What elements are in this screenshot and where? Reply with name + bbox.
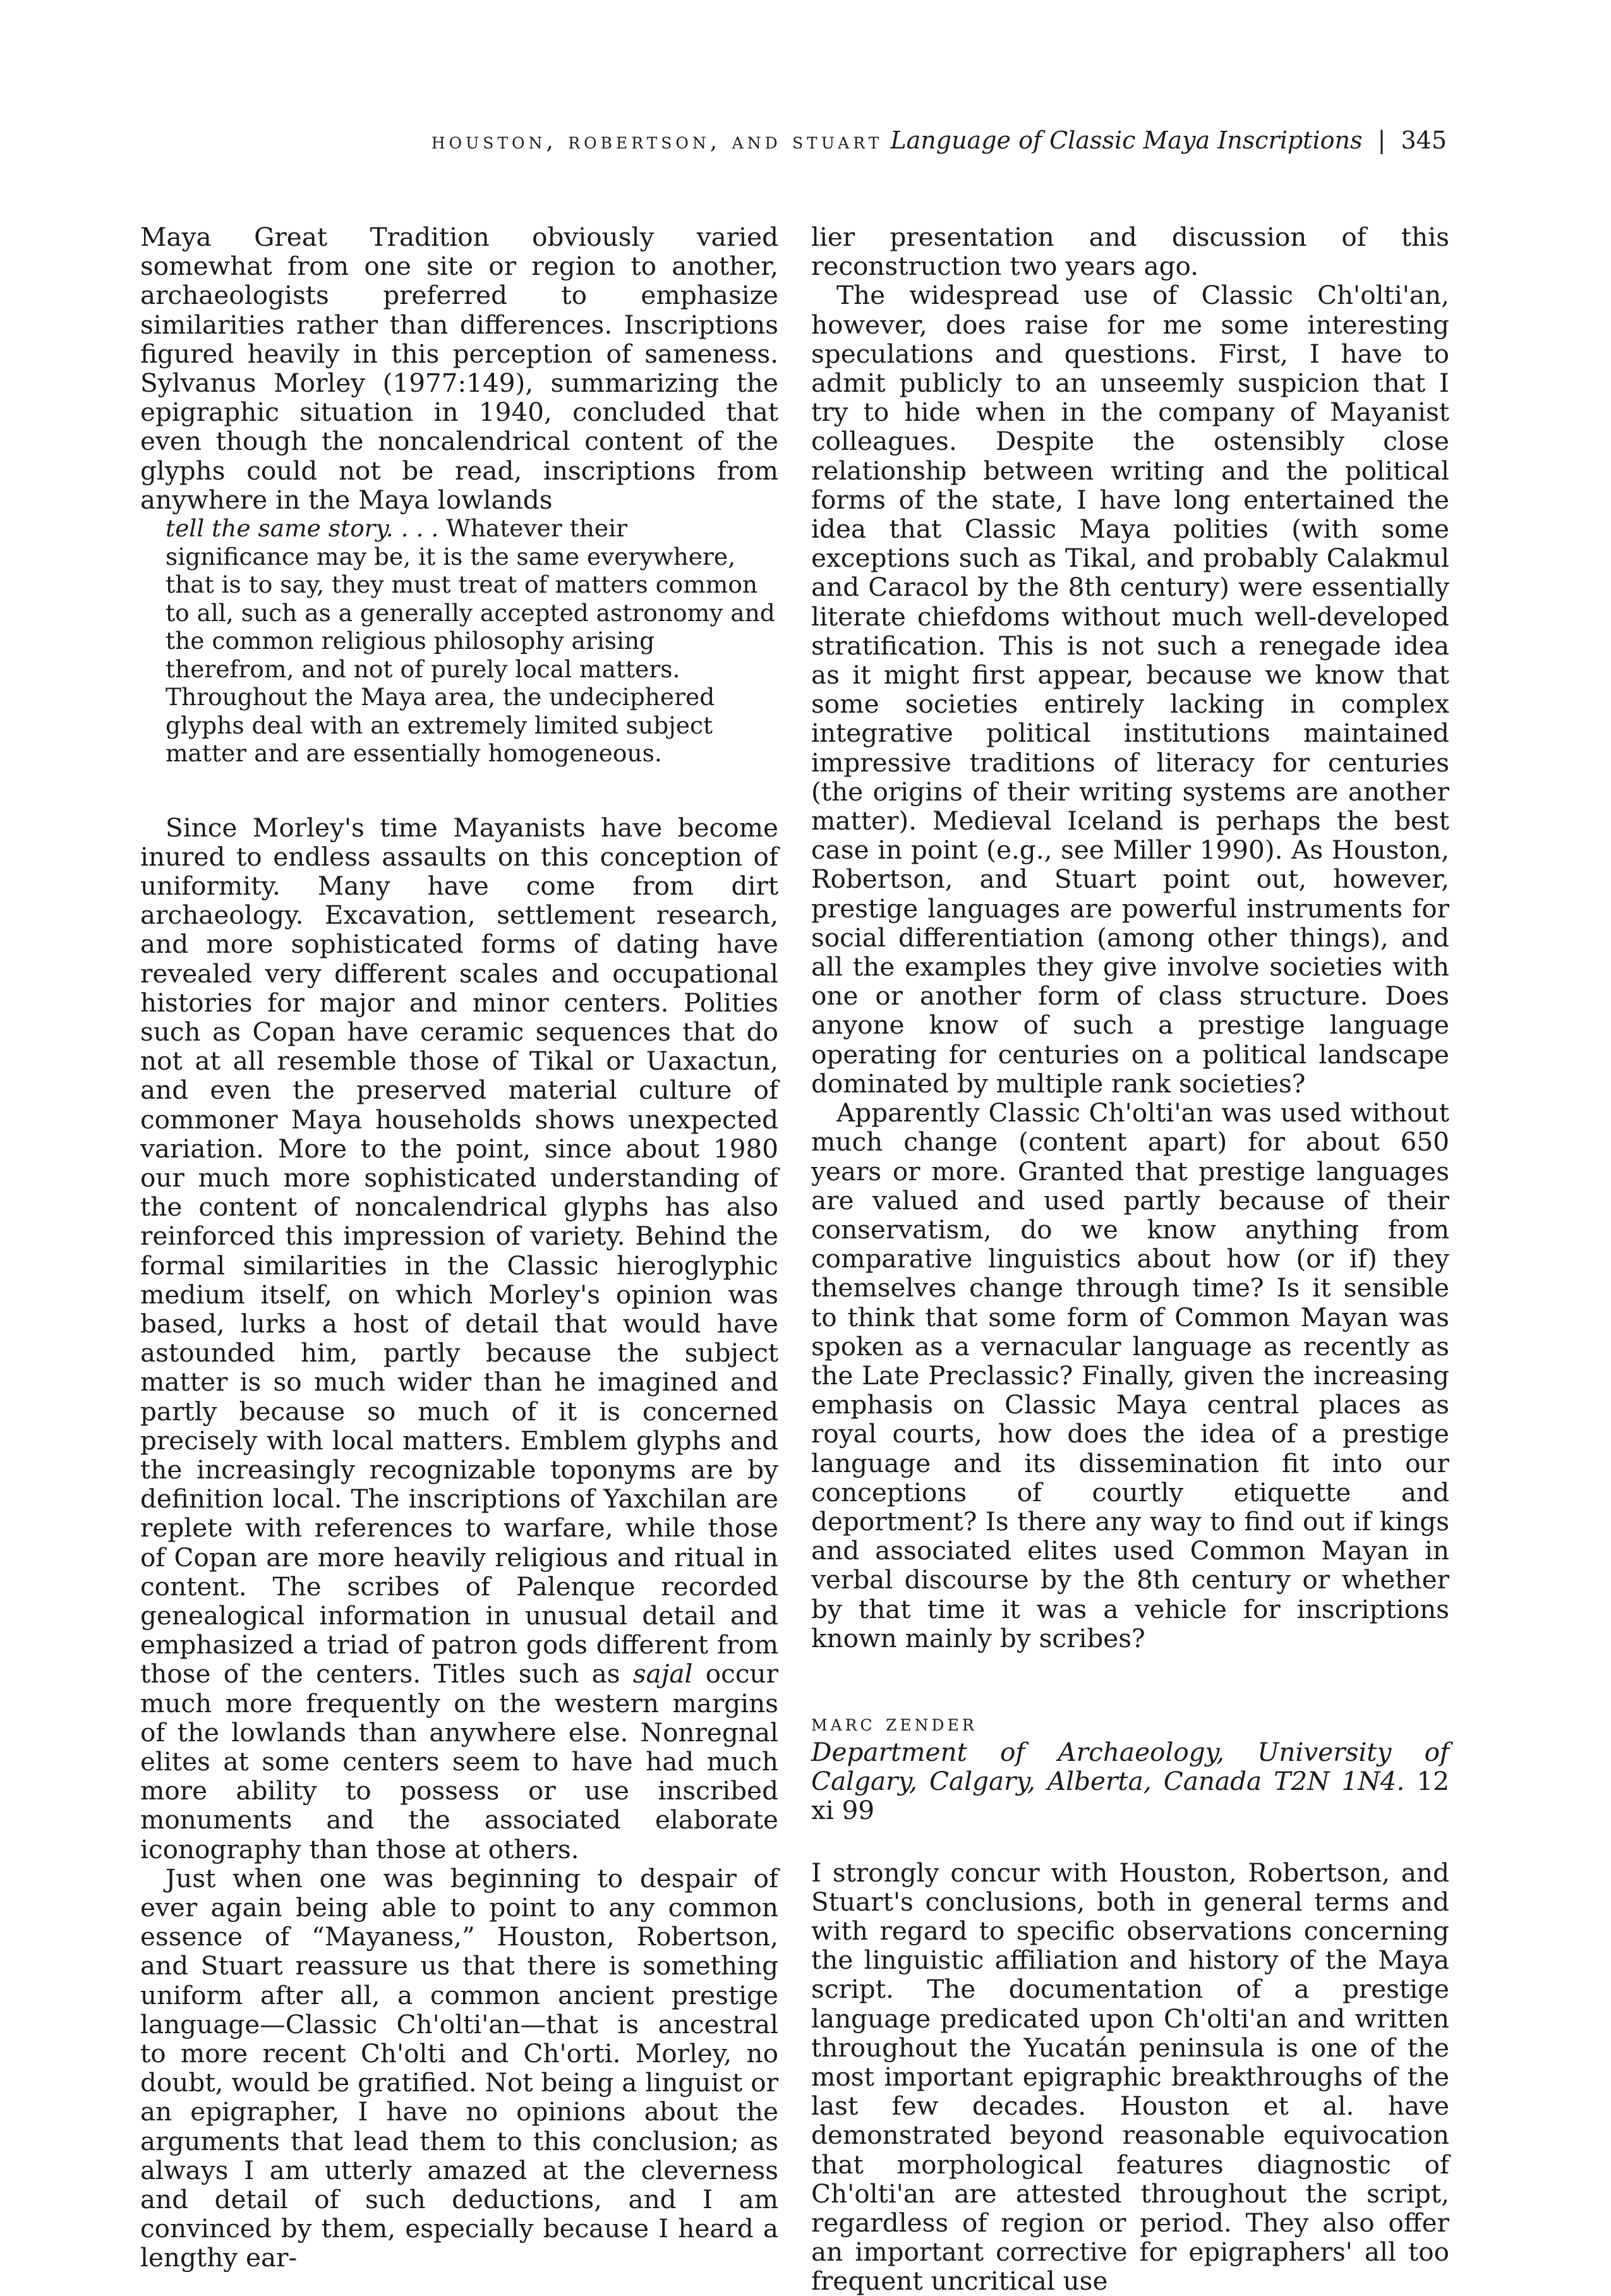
running-header bbox=[431, 126, 1447, 154]
paragraph: I strongly concur with Houston, Robertson, and Stuart's conclusions, both in general terms and with regard to specific observations concerning the linguistic affiliation and history of the Maya script. The documentation of a prestige language predicated upon Ch'olti'an and written throughout the Yucatán peninsula is one of the most important epigraphic breakthroughs of the last few decades. Houston et al. have demonstrated beyond reasonable equivocation that morphological features diagnostic of Ch'olti'an are attested throughout the script, regardless of region or period. They also offer an important corrective for epigraphers' all too frequent uncritical use bbox=[811, 1857, 1449, 2296]
paragraph bbox=[140, 813, 778, 1864]
paragraph: lier presentation and discussion of this reconstruction two years ago. bbox=[811, 222, 1449, 282]
paragraph: Just when one was beginning to despair of ever again being able to point to any common essence of “Mayaness,” Houston, Robertson, and Stuart reassure us that there is something uniform after all, a common ancient prestige language—Classic Ch'olti'an—that is ancestral to more recent Ch'olti and Ch'orti. Morley, no doubt, would be gratified. Not being a linguist or an epigrapher, I have no opinions about the arguments that lead them to this conclusion; as always I am utterly amazed at the cleverness and detail of such deductions, and I am convinced by them, especially because I heard a lengthy ear- bbox=[140, 1863, 778, 2273]
paragraph-text: Since Morley's time Mayanists have become inured to endless assaults on this conception of uniformity. Many have come from dirt archaeology. Excavation, settlement research, and more sophisticated forms of dating have revealed very different scales and occupational histories for major and minor centers. Polities such as Copan have ceramic sequences that do not at all resemble those of Tikal or Uaxactun, and even the preserved material culture of commoner Maya households shows unexpected variation. More to the point, since about 1980 our much more sophisticated understanding of the content of noncalendrical glyphs has also reinforced this impression of variety. Behind the formal similarities in the Classic hieroglyphic medium itself, on which Morley's opinion was based, lurks a host of detail that would have astounded him, partly because the subject matter is so much wider than he imagined and partly because so much of it is concerned precisely with local matters. Emblem glyphs and the increasingly recognizable toponyms are by definition local. The inscriptions of Yaxchilan are replete with references to warfare, while those of Copan are more heavily religious and ritual in content. The scribes of Palenque recorded genealogical information in unusual detail and emphasized a triad of patron gods different from those of the centers. Titles such as bbox=[140, 812, 778, 1689]
header-title: Language of Classic Maya Inscriptions bbox=[890, 126, 1363, 154]
commentator-affiliation: Department of Archaeology, University of Calgary, Calgary, Alberta, Canada T2N 1N4. bbox=[811, 1736, 1449, 1797]
header-separator: | bbox=[1377, 126, 1386, 154]
paragraph: Apparently Classic Ch'olti'an was used without much change (content apart) for about 650 years or more. Granted that prestige languages are valued and used partly because of their conservatism, do we know anything from comparative linguistics about how (or if) they themselves change through time? Is it sensible to think that some form of Common Mayan was spoken as a vernacular language as recently as the Late Preclassic? Finally, given the increasing emphasis on Classic Maya central places as royal courts, how does the idea of a prestige language and its dissemination fit into our conceptions of courtly etiquette and deportment? Is there any way to find out if kings and associated elites used Common Mayan in verbal discourse by the 8th century or whether by that time it was a vehicle for inscriptions known mainly by scribes? bbox=[811, 1097, 1449, 1653]
page-number: 345 bbox=[1401, 126, 1447, 154]
block-quote bbox=[166, 514, 778, 768]
emphasis-term: sajal bbox=[632, 1659, 693, 1689]
commentator-name: marc zender bbox=[811, 1710, 977, 1736]
right-column bbox=[811, 222, 1449, 2296]
paragraph: Maya Great Tradition obviously varied somewhat from one site or region to another, archaeologists preferred to emphasize similarities rather than differences. Inscriptions figured heavily in this perception of sameness. Sylvanus Morley (1977:149), summarizing the epigraphic situation in 1940, concluded that even though the noncalendrical content of the glyphs could not be read, inscriptions from anywhere in the Maya lowlands bbox=[140, 222, 778, 515]
quote-lead: tell the same story. . . . bbox=[166, 514, 439, 543]
commentator-block bbox=[811, 1710, 1449, 1825]
commentator-affiliation-line bbox=[811, 1737, 1449, 1825]
paragraph-text: occur much more frequently on the western margins of the lowlands than anywhere else. Nonregnal elites at some centers seem to have had much more ability to possess or use inscribed monuments and the associated elaborate iconography than those at others. bbox=[140, 1659, 778, 1864]
commentator-date: 12 xi 99 bbox=[811, 1766, 1449, 1826]
paragraph: The widespread use of Classic Ch'olti'an, however, does raise for me some interesting speculations and questions. First, I have to admit publicly to an unseemly suspicion that I try to hide when in the company of Mayanist colleagues. Despite the ostensibly close relationship between writing and the political forms of the state, I have long entertained the idea that Classic Maya polities (with some exceptions such as Tikal, and probably Calakmul and Caracol by the 8th century) were essentially literate chiefdoms without much well-developed stratification. This is not such a renegade idea as it might first appear, because we know that some societies entirely lacking in complex integrative political institutions maintained impressive traditions of literacy for centuries (the origins of their writing systems are another matter). Medieval Iceland is perhaps the best case in point (e.g., see Miller 1990). As Houston, Robertson, and Stuart point out, however, prestige languages are powerful instruments for social differentiation (among other things), and all the examples they give involve societies with one or another form of class structure. Does anyone know of such a prestige language operating for centuries on a political landscape dominated by multiple rank societies? bbox=[811, 280, 1449, 1099]
quote-text: Whatever their significance may be, it is the same everywhere, that is to say, they must treat of matters common to all, such as a generally accepted astronomy and the common religious philosophy arising therefrom, and not of purely local matters. Throughout the Maya area, the undeciphered glyphs deal with an extremely limited subject matter and are essentially homogeneous. bbox=[166, 514, 775, 768]
header-authors: houston, robertson, and stuart bbox=[431, 128, 883, 154]
left-column bbox=[140, 222, 778, 2273]
